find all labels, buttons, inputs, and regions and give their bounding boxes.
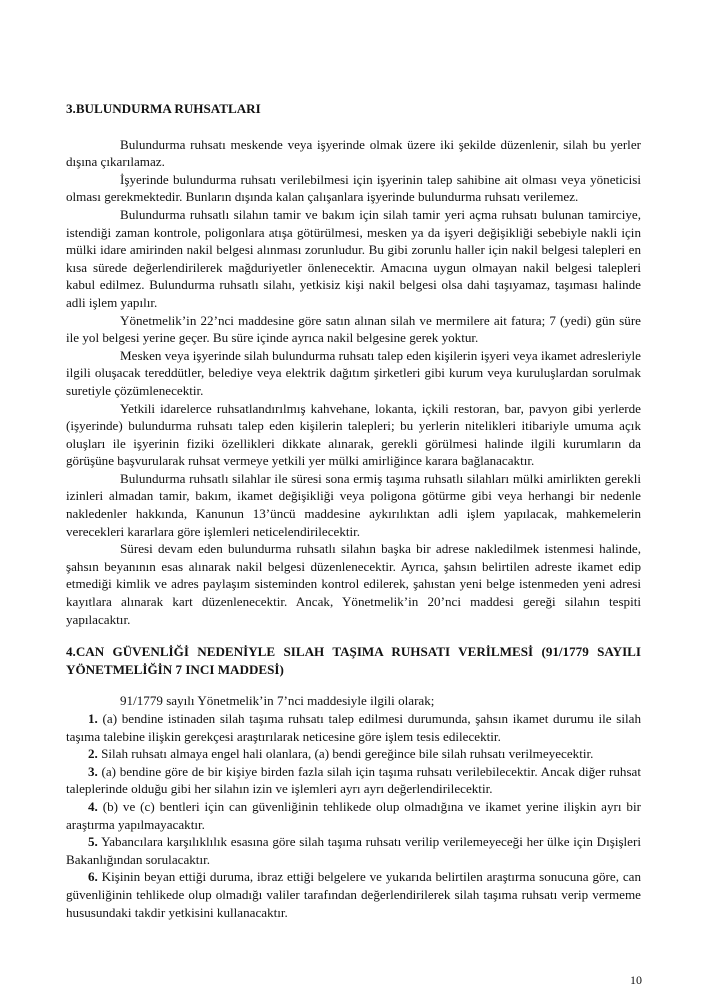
section-3-paragraph: Bulundurma ruhsatlı silahlar ile süresi sona ermiş taşıma ruhsatlı silahları mülki amirlikten gerekli izinleri almadan tamir, bakım, ikamet değişikliği veya poligona götürme gibi veya herhangi bir nedenle nakledenler hakkında, Kanunun 13’üncü maddesine aykırılıktan adli işlem yapılacak, mahkemelerin verecekleri kararlara göre işlemleri neticelendirilecektir.: [66, 470, 641, 539]
section-4-intro: 91/1779 sayılı Yönetmelik’in 7’nci maddesiyle ilgili olarak;: [120, 693, 435, 709]
page-number: 10: [630, 973, 642, 987]
list-item-number: 3.: [88, 763, 98, 779]
list-item-text: Yabancılara karşılıklılık esasına göre silah taşıma ruhsatı verilip verilemeyeceği her ülke için Dışişleri Bakanlığından sorulacaktır.: [66, 834, 641, 867]
list-item: [66, 833, 641, 868]
section-3-paragraph: Süresi devam eden bulundurma ruhsatlı silahın başka bir adrese nakledilmek istenmesi halinde, şahsın beyanının esas alınarak nakil belgesi düzenlenecektir. Ayrıca, şahsın belirtilen adreste ikamet edip etmediği kimlik ve adres paylaşım sisteminden kontrol edilerek, şahıstan yeni belge istenmeden yeni adresi kayıtlara alınarak kart düzenlenecektir. Ancak, Yönetmelik’in 20’nci maddesi gereği silahın tespiti yapılacaktır.: [66, 541, 641, 627]
page-content: [66, 100, 641, 921]
list-item-text: Kişinin beyan ettiği duruma, ibraz ettiği belgelere ve yukarıda belirtilen araştırma sonucuna göre, can güvenliğinin tehlikede olup olmadığı valiler tarafından değerlendirilerek silah taşıma ruhsatı verip vermeme hususundaki takdir yetkisini kullanacaktır.: [66, 869, 641, 920]
list-item: [66, 763, 641, 798]
list-item-number: 5.: [88, 834, 98, 850]
list-item: [66, 710, 641, 745]
list-item-text: (b) ve (c) bentleri için can güvenliğinin tehlikede olup olmadığına ve ikamet yerine ilişkin ayrı bir araştırma yapılmayacaktır.: [66, 798, 641, 832]
list-item-number: 1.: [88, 711, 98, 726]
list-item-text: (a) bendine istinaden silah taşıma ruhsatı talep edilmesi durumunda, şahsın ikamet durumu ile silah taşıma talebine ilişkin gerekçesi araştırılarak neticesine göre işlem tesis edilecektir.: [66, 711, 641, 744]
section-3-paragraph: Bulundurma ruhsatı meskende veya işyerinde olmak üzere iki şekilde düzenlenir, silah bu yerler dışına çıkarılamaz.: [66, 136, 641, 170]
section-3-heading: 3.BULUNDURMA RUHSATLARI: [66, 101, 261, 116]
list-item: [66, 868, 641, 921]
section-3-paragraph: Yönetmelik’in 22’nci maddesine göre satın alınan silah ve mermilere ait fatura; 7 (yedi) gün süre ile yol belgesi yerine geçer. Bu süre içinde ayrıca nakil belgesine gerek yoktur.: [66, 312, 641, 346]
list-item-number: 2.: [88, 746, 98, 762]
list-item-text: Silah ruhsatı almaya engel hali olanlara, (a) bendi gereğince bile silah ruhsatı verilmeyecektir.: [101, 746, 594, 762]
section-3-paragraph: Yetkili idarelerce ruhsatlandırılmış kahvehane, lokanta, içkili restoran, bar, pavyon gibi yerlerde (işyerinde) bulundurma ruhsatı talep eden kişilerin talepleri; bu yerlerin nitelikleri itibariyle umuma açık oluşları ile işyerinin fiziki özellikleri dikkate alınarak, gerekli görülmesi halinde ilgili kurumların da görüşüne başvurularak ruhsat vermeye yetkili yer mülki amirliğince karara bağlanacaktır.: [66, 400, 641, 469]
list-item: [66, 798, 641, 833]
list-item: [66, 745, 641, 763]
list-item-text: (a) bendine göre de bir kişiye birden fazla silah için taşıma ruhsatı verilebilecektir. Ancak diğer ruhsat taleplerinde olduğu gibi her silahın izin ve işlemleri ayrı ayrı değerlendirilecektir.: [66, 763, 641, 797]
list-item-number: 4.: [88, 798, 98, 814]
section-3-paragraph: İşyerinde bulundurma ruhsatı verilebilmesi için işyerinin talep sahibine ait olması veya yöneticisi olması gerekmektedir. Bunların dışında kalan çalışanlara işyerinde bulundurma ruhsatı verilemez.: [66, 171, 641, 205]
list-item-number: 6.: [88, 869, 98, 885]
section-3-paragraph: Mesken veya işyerinde silah bulundurma ruhsatı talep eden kişilerin işyeri veya ikamet adresleriyle ilgili oluşacak tereddütler, belediye veya elektrik dağıtım şirketleri gibi kurum veya kuruluşlardan sorulmak suretiyle çözümlenecektir.: [66, 347, 641, 398]
section-3-paragraph: Bulundurma ruhsatlı silahın tamir ve bakım için silah tamir yeri açma ruhsatı bulunan tamirciye, istendiği zaman kontrole, poligonlara atışa götürülmesi, mesken ya da işyeri değişikliği sebebiyle nakli için mülki idare amirinden nakil belgesi alınması zorunludur. Bu gibi zorunlu haller için nakil belgesi talepleri en kısa sürede değerlendirilerek mağduriyetler önlenecektir. Amacına uygun olmayan nakil belgesi talepleri kabul edilmez. Bulundurma ruhsatlı silahı, yetkisiz kişi nakil belgesi olsa dahi taşıyamaz, taşıması halinde adli işlem yapılır.: [66, 206, 641, 310]
section-4-heading: 4.CAN GÜVENLİĞİ NEDENİYLE SILAH TAŞIMA RUHSATI VERİLMESİ (91/1779 SAYILI YÖNETMELİĞİN 7 INCI MADDESİ): [66, 644, 641, 677]
